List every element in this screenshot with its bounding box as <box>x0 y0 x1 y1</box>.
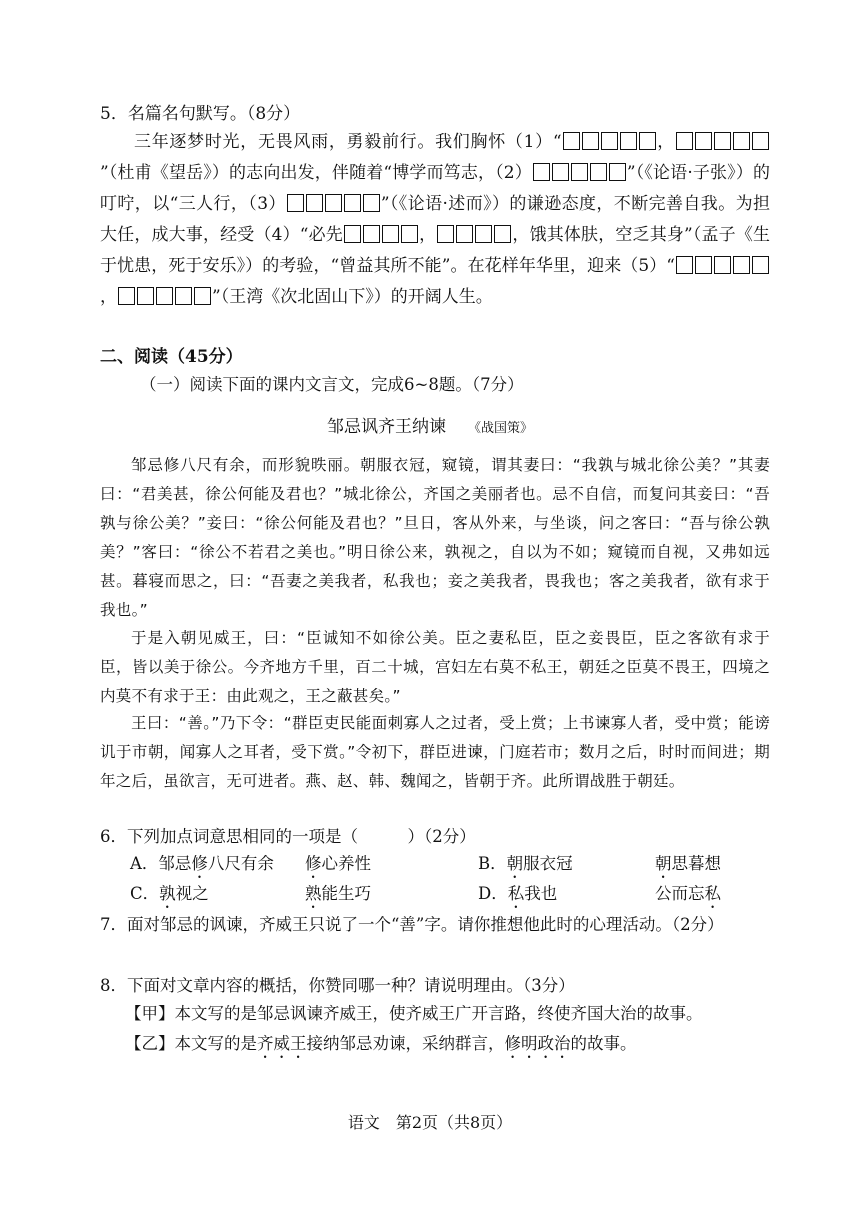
dotted-word: 修 <box>191 854 208 873</box>
article-paragraph-2: 于是入朝见威王，曰：“臣诚知不如徐公美。臣之妻私臣，臣之妾畏臣，臣之客欲有求于臣，皆以美于徐公。今齐地方千里，百二十城，宫妇左右莫不私王，朝廷之臣莫不畏王，四境之内莫不有求于王：由此观之，王之蔽甚矣。” <box>100 629 770 705</box>
blank-box[interactable] <box>456 225 473 243</box>
blank-box[interactable] <box>344 194 361 212</box>
blank-box[interactable] <box>676 256 693 274</box>
dotted-word: 私 <box>704 884 721 903</box>
option-text: 公而忘 <box>655 884 705 903</box>
subsection-1-heading: （一）阅读下面的课内文言文，完成6~8题。（7分） <box>140 375 524 394</box>
dotted-word: 修 <box>305 854 322 873</box>
blank-box[interactable] <box>733 132 750 150</box>
option-text: 我也 <box>524 884 558 903</box>
dotted-word: 私 <box>507 884 525 903</box>
option-label: B． <box>478 854 507 873</box>
blank-box[interactable] <box>582 132 599 150</box>
blank-box[interactable] <box>325 194 342 212</box>
dotted-word: 修明政治 <box>504 1034 571 1053</box>
blank-box[interactable] <box>695 256 712 274</box>
blank-box[interactable] <box>676 132 693 150</box>
blank-box[interactable] <box>714 256 731 274</box>
article-title-line <box>0 414 860 442</box>
blank-box[interactable] <box>156 287 173 305</box>
q6-option-d[interactable] <box>478 880 557 912</box>
q6-option-a-compare <box>305 850 371 882</box>
dotted-word: 熟 <box>305 884 322 903</box>
option-text: 心养性 <box>321 854 371 873</box>
blank-box[interactable] <box>571 163 588 181</box>
option-text: 服衣冠 <box>523 854 573 873</box>
option-text: 的故事。 <box>570 1034 637 1053</box>
article-paragraph-3: 王曰：“善。”乃下令：“群臣吏民能面刺寡人之过者，受上赏；上书谏寡人者，受中赏；能谤讥于市朝，闻寡人之耳者，受下赏。”令初下，群臣进谏，门庭若市；数月之后，时时而间进；期年之后，虽欲言，无可进者。燕、赵、韩、魏闻之，皆朝于齐。此所谓战胜于朝廷。 <box>100 714 770 790</box>
q5-text-2: ”（杜甫《望岳》）的志向出发，伴随着“博学而笃志，（2） <box>100 163 532 183</box>
blank-box[interactable] <box>752 132 769 150</box>
blank-box[interactable] <box>344 225 361 243</box>
blank-box[interactable] <box>494 225 511 243</box>
article-source: 《战国策》 <box>467 421 533 436</box>
dotted-word: 齐威王 <box>257 1034 307 1053</box>
blank-box[interactable] <box>563 132 580 150</box>
option-text: 视之 <box>175 884 209 903</box>
blank-box[interactable] <box>733 256 750 274</box>
question-8-stem: 8．下面对文章内容的概括，你赞同哪一种？请说明理由。（3分） <box>100 976 575 995</box>
question-6-stem: 6．下列加点词意思相同的一项是（ ）（2分） <box>100 827 476 846</box>
option-text: 【乙】本文写的是 <box>125 1034 257 1053</box>
q5-text-5: ，饿其体肤，空乏其身”（孟子《生于忧患，死于安乐》）的考验，“曾益其所不能”。在花样年华里，迎来（5）“ <box>100 225 771 276</box>
blank-box[interactable] <box>401 225 418 243</box>
option-text: 思暮想 <box>671 854 721 873</box>
option-text: 能生巧 <box>321 884 371 903</box>
q5-comma: ， <box>656 132 675 152</box>
q5-comma: ， <box>100 287 117 307</box>
article-paragraph-1: 邹忌修八尺有余，而形貌昳丽。朝服衣冠，窥镜，谓其妻曰：“我孰与城北徐公美？”其妻曰：“君美甚，徐公何能及君也？”城北徐公，齐国之美丽者也。忌不自信，而复问其妾曰：“吾孰与徐公美？”妾曰：“徐公何能及君也？”旦日，客从外来，与坐谈，问之客曰：“吾与徐公孰美？”客曰：“徐公不若君之美也。”明日徐公来，孰视之，自以为不如；窥镜而自视，又弗如远甚。暮寝而思之，曰：“吾妻之美我者，私我也；妾之美我者，畏我也；客之美我者，欲有求于我也。” <box>100 456 770 619</box>
q5-text-6: ”（王湾《次北固山下》）的开阔人生。 <box>212 287 493 307</box>
option-text: 接纳邹忌劝谏，采纳群言， <box>306 1034 505 1053</box>
blank-box[interactable] <box>287 194 304 212</box>
dotted-word: 朝 <box>506 854 524 873</box>
blank-box[interactable] <box>639 132 656 150</box>
q6-option-b-compare <box>655 850 721 882</box>
blank-box[interactable] <box>437 225 454 243</box>
q5-text-4: ”（《论语·述而》）的谦逊态度，不断完善自我。为担大任，成大事，经受（4）“必先 <box>100 194 770 245</box>
question-5-body <box>100 127 770 313</box>
blank-box[interactable] <box>475 225 492 243</box>
blank-box[interactable] <box>601 132 618 150</box>
q8-option-yi <box>125 1030 637 1062</box>
blank-box[interactable] <box>363 194 380 212</box>
page-footer: 语文 第2页（共8页） <box>347 1113 513 1132</box>
blank-box[interactable] <box>363 225 380 243</box>
question-7: 7．面对邹忌的讽谏，齐威王只说了一个“善”字。请你推想他此时的心理活动。（2分） <box>100 915 724 934</box>
blank-box[interactable] <box>194 287 211 305</box>
dotted-word: 孰 <box>159 884 176 903</box>
q8-option-jia: 【甲】本文写的是邹忌讽谏齐威王，使齐威王广开言路，终使齐国大治的故事。 <box>125 1004 703 1023</box>
q5-comma: ， <box>418 225 437 245</box>
blank-box[interactable] <box>752 256 769 274</box>
blank-box[interactable] <box>533 163 550 181</box>
q6-option-c-compare <box>305 880 371 912</box>
q6-option-b[interactable] <box>478 850 573 882</box>
q6-option-c[interactable] <box>130 880 209 912</box>
option-label: C． <box>130 884 160 903</box>
option-text: 八尺有余 <box>207 854 274 873</box>
question-5-title: 5．名篇名句默写。（8分） <box>100 104 301 124</box>
blank-box[interactable] <box>590 163 607 181</box>
article-title: 邹忌讽齐王纳谏 <box>326 417 446 437</box>
option-label: A．邹忌 <box>130 854 192 873</box>
blank-box[interactable] <box>118 287 135 305</box>
q6-option-d-compare <box>655 880 721 912</box>
q5-text-1: 三年逐梦时光，无畏风雨，勇毅前行。我们胸怀（1）“ <box>134 132 562 152</box>
blank-box[interactable] <box>620 132 637 150</box>
blank-box[interactable] <box>714 132 731 150</box>
blank-box[interactable] <box>609 163 626 181</box>
blank-box[interactable] <box>306 194 323 212</box>
q5-text-3: ”（《论语·子张》）的叮咛，以“三人行，（3） <box>100 163 770 214</box>
option-label: D． <box>478 884 508 903</box>
section-2-heading: 二、阅读（45分） <box>100 347 243 367</box>
blank-box[interactable] <box>382 225 399 243</box>
blank-box[interactable] <box>552 163 569 181</box>
dotted-word: 朝 <box>655 854 672 873</box>
blank-box[interactable] <box>695 132 712 150</box>
q6-option-a[interactable] <box>130 850 274 882</box>
blank-box[interactable] <box>175 287 192 305</box>
blank-box[interactable] <box>137 287 154 305</box>
